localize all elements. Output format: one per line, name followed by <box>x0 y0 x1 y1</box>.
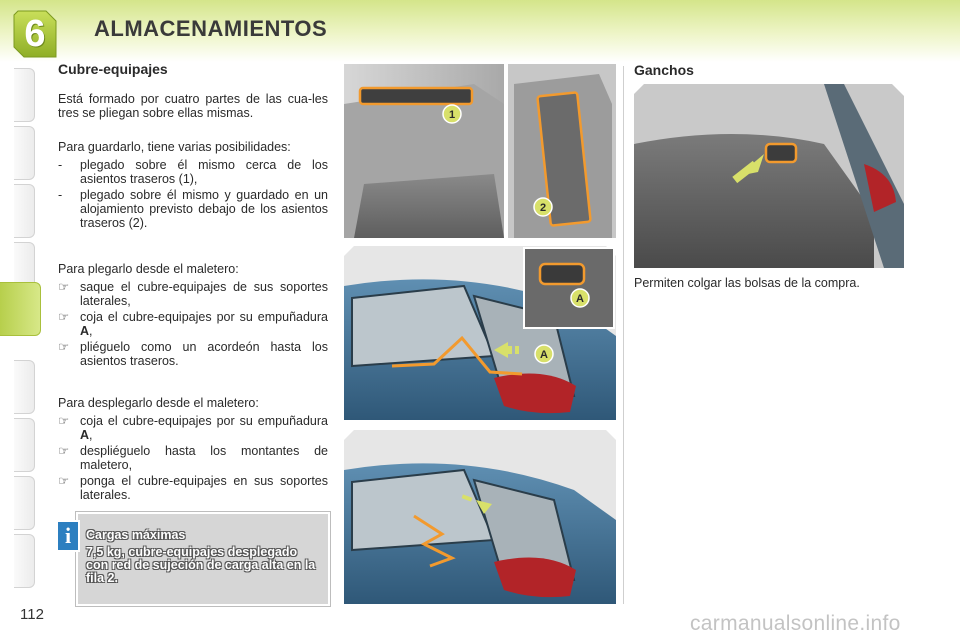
dash-marker: - <box>58 188 63 202</box>
page-title: ALMACENAMIENTOS <box>94 16 328 41</box>
hand-pointer-icon: ☞ <box>58 474 70 488</box>
unfold-illustration <box>344 430 616 604</box>
list-item: ☞ despliéguelo hasta los montantes de maletero, <box>58 444 328 472</box>
info-title: Cargas máximas <box>86 528 186 542</box>
dash-marker: - <box>58 158 63 172</box>
column-divider <box>623 66 624 604</box>
trunk-figure <box>344 64 616 238</box>
unfold-figure <box>344 430 616 604</box>
fold-figure <box>344 246 616 420</box>
watermark: carmanualsonline.info <box>690 612 901 635</box>
svg-text:A: A <box>576 293 584 305</box>
svg-text:2: 2 <box>539 202 547 214</box>
storage-intro: Para guardarlo, tiene varias posibilidades: <box>58 140 291 154</box>
chapter-badge <box>12 9 58 59</box>
chapter-tab[interactable] <box>14 476 35 530</box>
chapter-tab[interactable] <box>14 126 35 180</box>
hook-illustration <box>634 84 904 268</box>
list-item: - plegado sobre él mismo cerca de los asientos traseros (1), <box>58 158 328 186</box>
chapter-tab-active[interactable] <box>0 282 41 336</box>
intro-paragraph: Está formado por cuatro partes de las cua-les tres se pliegan sobre ellas mismas. <box>58 92 328 120</box>
hand-pointer-icon: ☞ <box>58 280 70 294</box>
fold-list <box>58 280 328 368</box>
info-text: 7,5 kg, cubre-equipajes desplegado con red de sujeción de carga alta en la fila 2. <box>86 545 316 585</box>
list-item: ☞ pliéguelo como un acordeón hasta los asientos traseros. <box>58 340 328 368</box>
fold-illustration <box>344 246 616 420</box>
list-item: ☞ coja el cubre-equipajes por su empuñadura A, <box>58 414 328 442</box>
hand-pointer-icon: ☞ <box>58 340 70 354</box>
handle-label: A <box>80 324 90 338</box>
hand-pointer-icon: ☞ <box>58 444 70 458</box>
hand-pointer-icon: ☞ <box>58 414 70 428</box>
svg-text:A: A <box>540 349 548 361</box>
chapter-tab[interactable] <box>14 534 35 588</box>
info-box <box>64 512 330 606</box>
section-title: Ganchos <box>634 62 694 78</box>
chapter-tabs <box>0 62 40 582</box>
hook-figure <box>634 84 904 268</box>
hook-caption: Permiten colgar las bolsas de la compra. <box>634 276 860 290</box>
list-item: ☞ coja el cubre-equipajes por su empuñadura A, <box>58 310 328 338</box>
chapter-tab[interactable] <box>14 360 35 414</box>
trunk-illustration <box>344 64 616 238</box>
fold-intro: Para plegarlo desde el maletero: <box>58 262 239 276</box>
info-icon: i <box>56 520 80 552</box>
chapter-tab[interactable] <box>14 68 35 122</box>
list-item: ☞ saque el cubre-equipajes de sus soportes laterales, <box>58 280 328 308</box>
chapter-tab[interactable] <box>14 184 35 238</box>
hand-pointer-icon: ☞ <box>58 310 70 324</box>
unfold-list <box>58 414 328 502</box>
section-title: Cubre-equipajes <box>58 61 168 77</box>
page-number: 112 <box>20 606 44 623</box>
unfold-intro: Para desplegarlo desde el maletero: <box>58 396 259 410</box>
list-item: - plegado sobre él mismo y guardado en un alojamiento previsto debajo de los asientos traseros (2). <box>58 188 328 230</box>
left-column <box>58 62 328 524</box>
list-item: ☞ ponga el cubre-equipajes en sus soportes laterales. <box>58 474 328 502</box>
handle-label: A <box>80 428 90 442</box>
storage-list <box>58 158 328 230</box>
svg-text:1: 1 <box>448 109 456 121</box>
chapter-number: 6 <box>24 13 46 55</box>
chapter-tab[interactable] <box>14 418 35 472</box>
